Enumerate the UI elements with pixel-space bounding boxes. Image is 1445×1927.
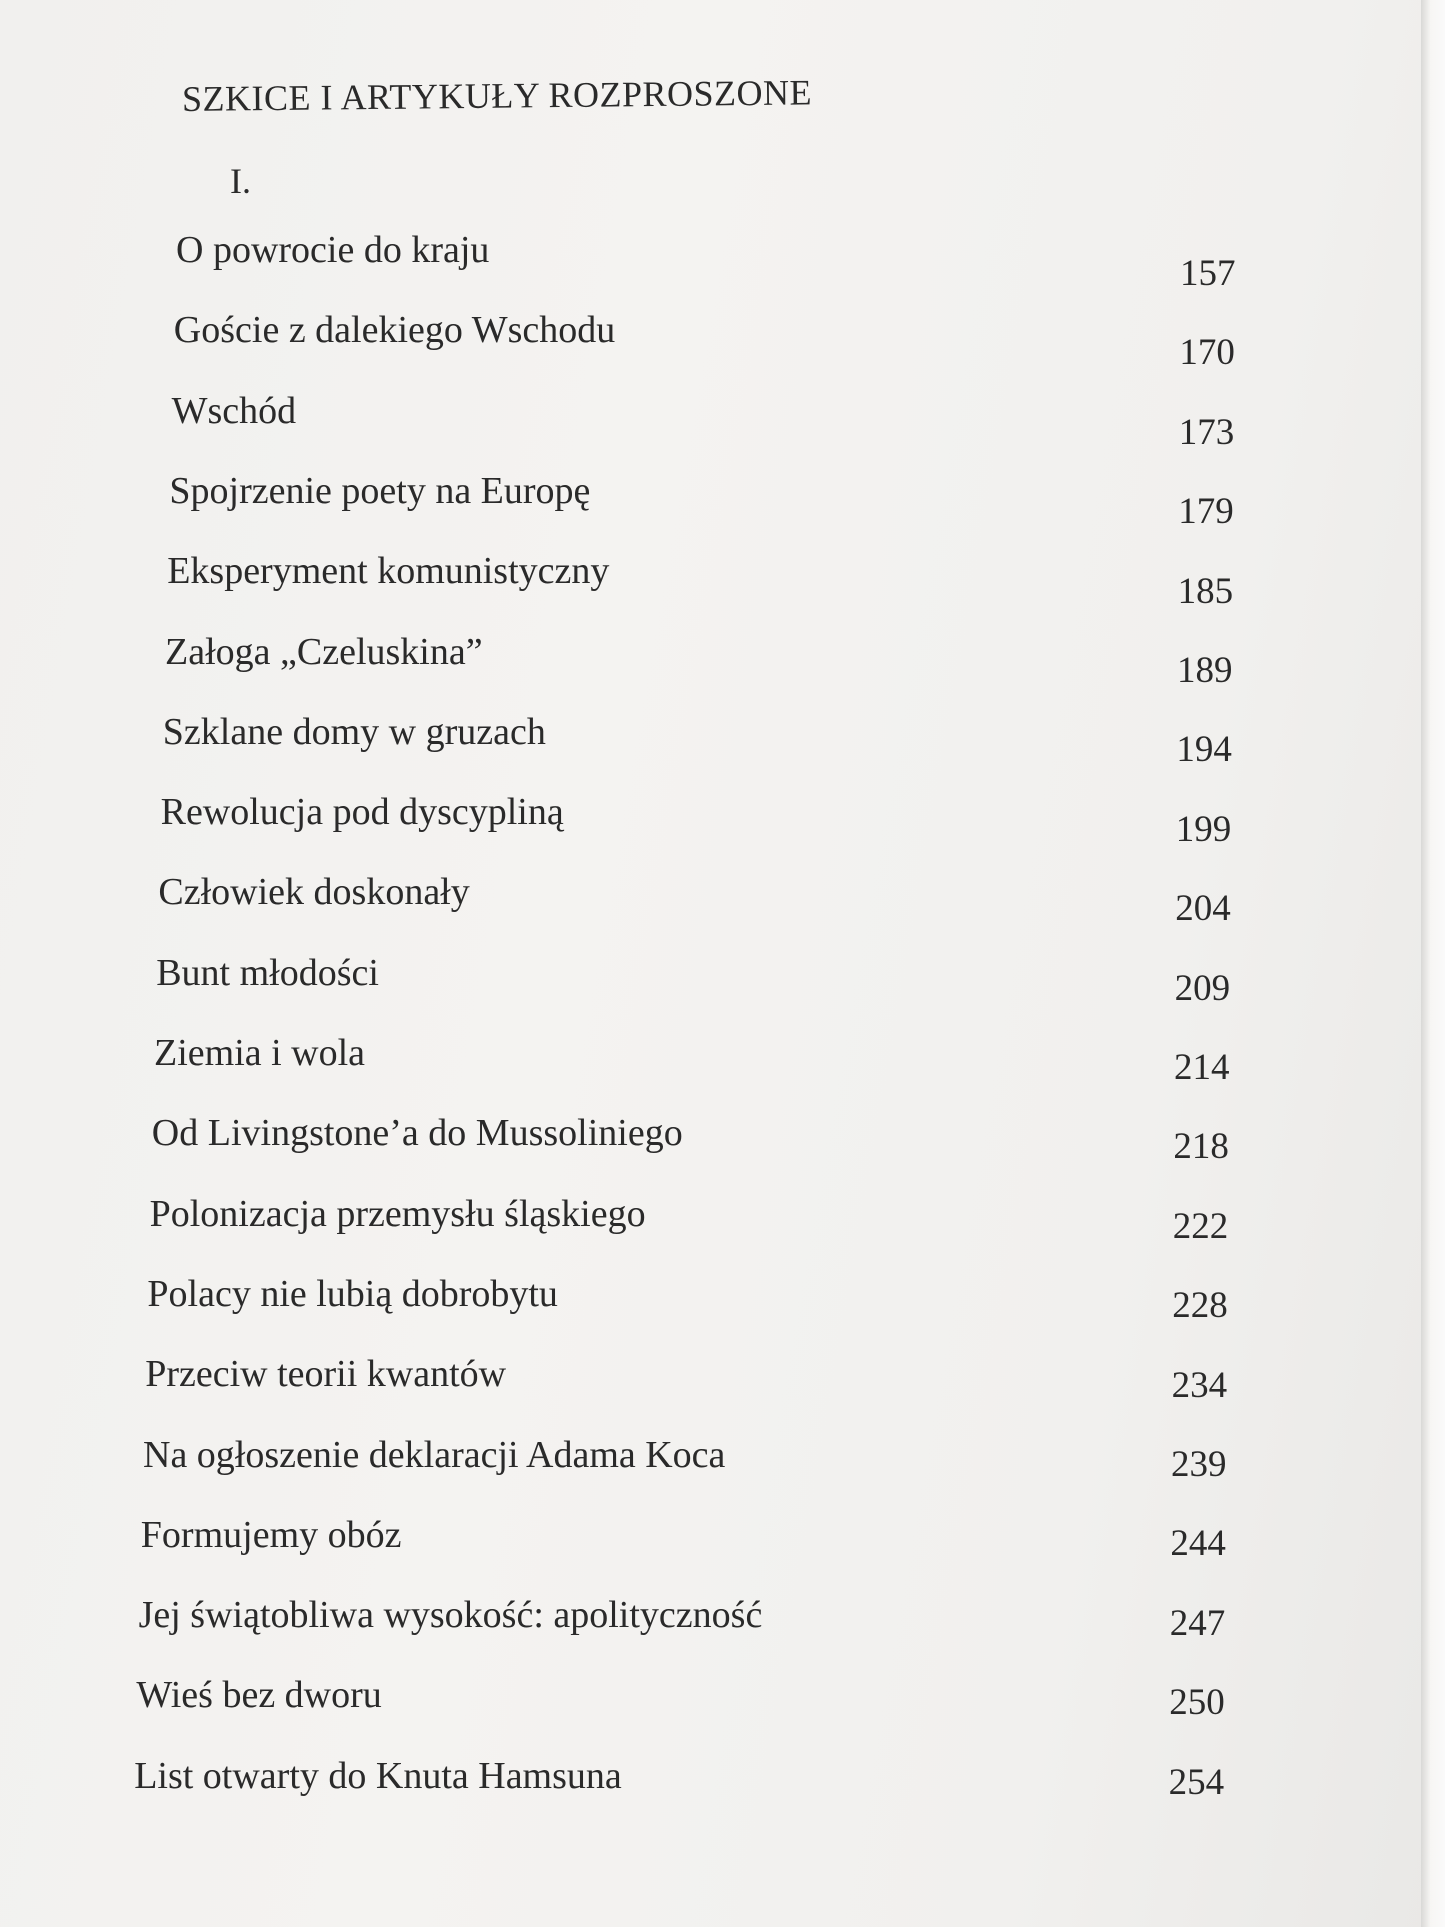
- entry-page-number: 218: [1173, 1126, 1229, 1168]
- entry-title: Na ogłoszenie deklaracji Adama Koca: [143, 1433, 726, 1476]
- entry-title: Szklane domy w gruzach: [162, 710, 546, 753]
- part-label: I.: [230, 161, 251, 201]
- entry-page-number: 254: [1168, 1761, 1225, 1803]
- entry-page-number: 209: [1174, 967, 1231, 1009]
- entry-page-number: 179: [1178, 491, 1234, 533]
- entry-title: Rewolucja pod dyscypliną: [160, 791, 564, 834]
- entry-page-number: 157: [1180, 253, 1236, 294]
- entry-page-number: 247: [1169, 1602, 1226, 1644]
- entry-page-number: 244: [1170, 1523, 1226, 1565]
- entry-title: Goście z dalekiego Wschodu: [173, 309, 616, 352]
- entry-page-number: 194: [1176, 729, 1232, 771]
- entry-title: Wschód: [171, 389, 297, 432]
- entry-page-number: 199: [1175, 808, 1232, 850]
- entry-title: Eksperyment komunistyczny: [167, 550, 610, 593]
- entry-page-number: 250: [1169, 1682, 1225, 1724]
- section-heading: SZKICE I ARTYKUŁY ROZPROSZONE: [181, 72, 813, 119]
- entry-title: Spojrzenie poety na Europę: [169, 469, 591, 512]
- entry-page-number: 189: [1177, 650, 1233, 691]
- entry-title: Człowiek doskonały: [158, 871, 470, 914]
- entry-title: Bunt młodości: [156, 951, 379, 994]
- entry-title: Polacy nie lubią dobrobytu: [147, 1272, 558, 1315]
- entry-title: List otwarty do Knuta Hamsuna: [134, 1754, 622, 1797]
- entry-page-number: 173: [1178, 411, 1235, 453]
- entry-title: Ziemia i wola: [154, 1032, 366, 1074]
- entry-title: Wieś bez dworu: [136, 1674, 382, 1717]
- entry-title: Polonizacja przemysłu śląskiego: [149, 1192, 646, 1235]
- entry-page-number: 214: [1174, 1047, 1230, 1088]
- entry-page-number: 204: [1175, 888, 1231, 930]
- entry-title: Przeciw teorii kwantów: [145, 1353, 507, 1396]
- entry-title: Jej świątobliwa wysokość: apolityczność: [138, 1594, 763, 1637]
- entry-title: O powrocie do kraju: [176, 229, 490, 271]
- entry-page-number: 239: [1171, 1444, 1227, 1485]
- entry-page-number: 234: [1171, 1364, 1228, 1406]
- entry-title: Od Livingstone’a do Mussoliniego: [151, 1112, 683, 1155]
- entry-page-number: 228: [1172, 1285, 1228, 1327]
- entry-page-number: 185: [1177, 570, 1234, 612]
- entry-title: Załoga „Czeluskina”: [165, 630, 483, 673]
- entry-page-number: 170: [1179, 332, 1235, 374]
- entry-page-number: 222: [1172, 1205, 1229, 1247]
- entry-title: Formujemy obóz: [140, 1513, 402, 1556]
